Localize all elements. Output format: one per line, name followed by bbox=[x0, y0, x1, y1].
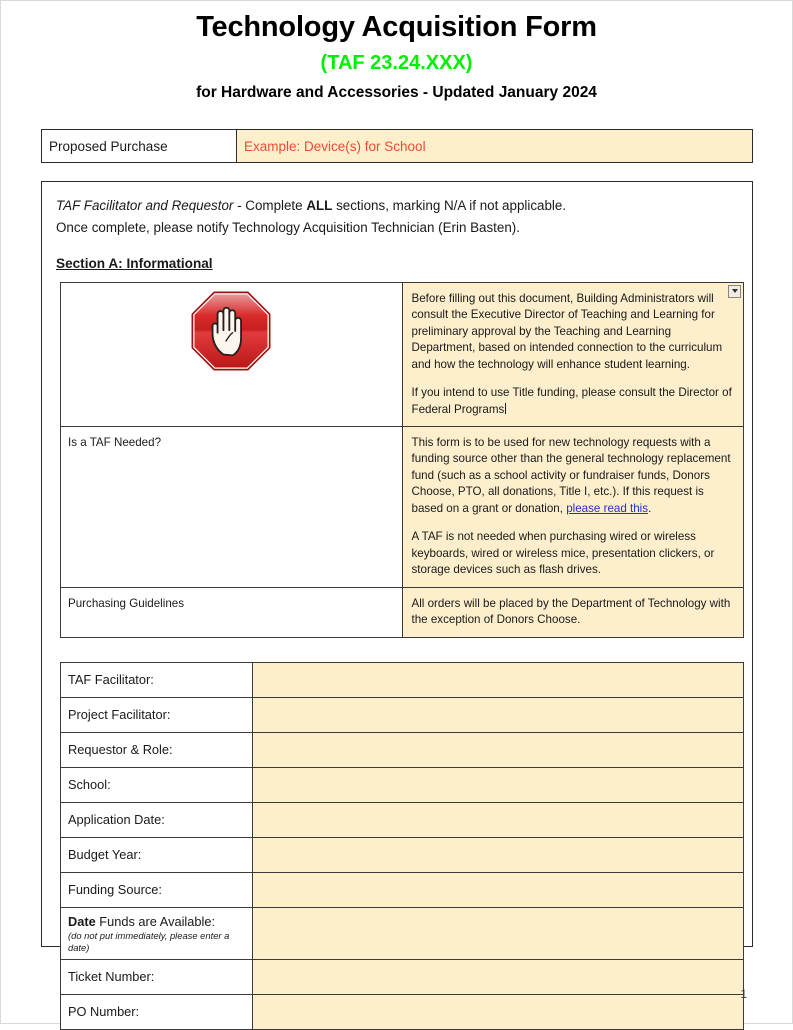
field-label-date-funds-available bbox=[61, 907, 253, 959]
instruction-role-emphasis: TAF Facilitator and Requestor bbox=[56, 198, 234, 214]
info-paragraph: All orders will be placed by the Department of Technology with the exception of Donors Choose. bbox=[411, 596, 731, 627]
table-row bbox=[61, 732, 744, 767]
info-paragraph bbox=[412, 385, 734, 418]
field-label-project-facilitator: Project Facilitator: bbox=[61, 697, 253, 732]
instruction-text-b: sections, marking N/A if not applicable. bbox=[332, 198, 567, 214]
info-paragraph-period: . bbox=[648, 501, 652, 515]
info-cell-purchasing-guidelines[interactable] bbox=[402, 587, 744, 637]
page-title: Technology Acquisition Form bbox=[196, 11, 597, 43]
field-input-taf-facilitator[interactable] bbox=[253, 662, 744, 697]
form-fields-table bbox=[60, 662, 744, 1030]
proposed-purchase-label: Proposed Purchase bbox=[42, 130, 237, 163]
form-code: (TAF 23.24.XXX) bbox=[320, 51, 473, 74]
stop-sign-icon bbox=[189, 289, 273, 373]
table-row bbox=[61, 767, 744, 802]
informational-table bbox=[60, 282, 744, 638]
info-label-purchasing-guidelines: Purchasing Guidelines bbox=[61, 587, 403, 637]
instruction-line-1 bbox=[56, 195, 738, 217]
section-a-container bbox=[41, 181, 753, 1020]
proposed-purchase-table bbox=[41, 129, 753, 163]
info-paragraph: A TAF is not needed when purchasing wired or wireless keyboards, wired or wireless mice, presentation clickers, or storage devices such as flash drives. bbox=[411, 530, 715, 577]
field-label-ticket-number: Ticket Number: bbox=[61, 959, 253, 994]
chevron-down-icon[interactable] bbox=[728, 285, 741, 298]
field-label-date-emphasis: Date bbox=[68, 913, 96, 929]
field-label-requestor-role: Requestor & Role: bbox=[61, 732, 253, 767]
info-cell-is-taf-needed[interactable] bbox=[402, 426, 744, 587]
field-label-taf-facilitator: TAF Facilitator: bbox=[61, 662, 253, 697]
table-row bbox=[42, 130, 753, 163]
table-row bbox=[61, 426, 744, 587]
field-note-date-funds: (do not put immediately, please enter a date) bbox=[68, 929, 230, 953]
info-label-is-taf-needed: Is a TAF Needed? bbox=[61, 426, 403, 587]
section-a-heading: Section A: Informational bbox=[56, 255, 213, 271]
field-input-requestor-role[interactable] bbox=[253, 732, 744, 767]
info-cell-preliminary-approval[interactable] bbox=[402, 282, 744, 426]
info-paragraph-text: This form is to be used for new technology requests with a funding source other than the general technology replacement fund (such as a school activity or fundraiser funds, Donors Choose, PTO, all donations, Title I, etc.). If this request is based on a grant or donation, bbox=[411, 435, 731, 515]
field-input-project-facilitator[interactable] bbox=[253, 697, 744, 732]
table-row bbox=[61, 907, 744, 959]
field-label-application-date: Application Date: bbox=[61, 802, 253, 837]
text-caret bbox=[505, 403, 506, 414]
field-label-school: School: bbox=[61, 767, 253, 802]
table-row bbox=[61, 872, 744, 907]
field-input-application-date[interactable] bbox=[253, 802, 744, 837]
table-row bbox=[61, 587, 744, 637]
field-label-date-rest: Funds are Available: bbox=[95, 913, 216, 929]
field-input-school[interactable] bbox=[253, 767, 744, 802]
table-row bbox=[61, 662, 744, 697]
instruction-text-a: - Complete bbox=[233, 198, 307, 214]
field-label-budget-year: Budget Year: bbox=[61, 837, 253, 872]
info-paragraph-text: If you intend to use Title funding, please consult the Director of Federal Programs bbox=[411, 386, 732, 416]
field-input-funding-source[interactable] bbox=[253, 872, 744, 907]
table-row bbox=[61, 802, 744, 837]
page-number: 1 bbox=[740, 987, 747, 1001]
please-read-this-link[interactable]: please read this bbox=[566, 501, 649, 515]
info-paragraph: Before filling out this document, Building Administrators will consult the Executive Director of Teaching and Learning for preliminary approval by the Teaching and Learning Department, based on intended connection to the curriculum and how the technology will enhance student learning. bbox=[411, 291, 723, 371]
instruction-line-2: Once complete, please notify Technology Acquisition Technician (Erin Basten). bbox=[56, 220, 520, 236]
info-paragraph bbox=[412, 435, 734, 517]
table-row bbox=[61, 282, 744, 426]
stop-sign-cell bbox=[61, 282, 403, 426]
instruction-all-emphasis: ALL bbox=[306, 198, 333, 214]
field-input-date-funds-available[interactable] bbox=[253, 907, 744, 959]
table-row bbox=[61, 959, 744, 994]
table-row bbox=[61, 697, 744, 732]
form-subtitle: for Hardware and Accessories - Updated January 2024 bbox=[196, 83, 597, 101]
document-header bbox=[1, 1, 792, 102]
field-input-budget-year[interactable] bbox=[253, 837, 744, 872]
field-label-po-number: PO Number: bbox=[61, 994, 253, 1029]
field-label-funding-source: Funding Source: bbox=[61, 872, 253, 907]
table-row bbox=[61, 837, 744, 872]
field-input-ticket-number[interactable] bbox=[253, 959, 744, 994]
proposed-purchase-input[interactable]: Example: Device(s) for School bbox=[237, 130, 753, 163]
